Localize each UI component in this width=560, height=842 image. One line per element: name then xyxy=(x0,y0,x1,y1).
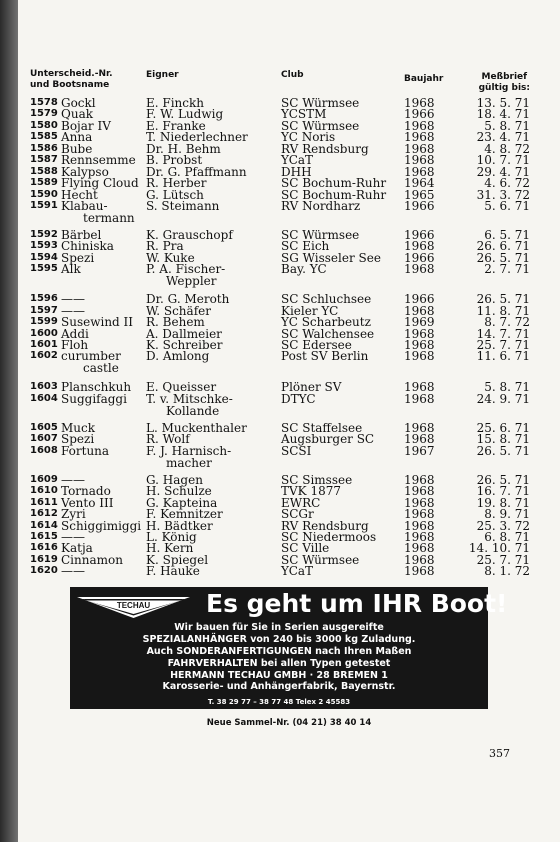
boat-name: Gockl xyxy=(61,96,96,110)
certificate-valid-until: 24. 9. 71 xyxy=(476,391,530,406)
club-name: Post SV Berlin xyxy=(281,349,369,364)
owner-name: R. Wolf xyxy=(146,432,190,447)
club-name: DHH xyxy=(281,164,312,179)
club-name: YC Scharbeutz xyxy=(281,315,371,330)
boat-number: 1619 xyxy=(30,553,58,565)
owner-name: E. Queisser xyxy=(146,380,217,395)
owner-name: B. Probst xyxy=(146,153,203,168)
build-year: 1966 xyxy=(404,227,435,242)
certificate-valid-until: 26. 5. 71 xyxy=(476,292,530,307)
owner-name: E. Franke xyxy=(146,118,206,133)
ad-line-2: SPEZIALANHÄNGER von 240 bis 3000 kg Zuladung. xyxy=(142,634,416,645)
boat-number: 1586 xyxy=(30,142,58,154)
owner-name: W. Schäfer xyxy=(146,303,211,318)
club-name: SC Staffelsee xyxy=(281,420,363,435)
club-name: SC Würmsee xyxy=(281,227,360,242)
document-page xyxy=(18,0,560,842)
owner-name-continued: Weppler xyxy=(166,274,217,289)
ad-line-3: Auch SONDERANFERTIGUNGEN nach Ihren Maßen xyxy=(146,646,412,657)
certificate-valid-until: 26. 5. 71 xyxy=(476,443,530,458)
club-name: RV Rendsburg xyxy=(281,141,369,156)
boat-name: Flying Cloud xyxy=(61,176,139,191)
build-year: 1967 xyxy=(404,443,435,458)
build-year: 1968 xyxy=(404,338,435,352)
build-year: 1968 xyxy=(404,130,435,145)
certificate-valid-until: 11. 6. 71 xyxy=(476,349,530,364)
certificate-valid-until: 5. 6. 71 xyxy=(484,198,530,213)
table-row xyxy=(18,292,560,307)
build-year: 1968 xyxy=(404,96,435,110)
owner-name: Dr. H. Behm xyxy=(146,141,221,156)
owner-name: H. Schulze xyxy=(146,484,212,499)
owner-name: T. Niederlechner xyxy=(146,130,248,145)
build-year: 1968 xyxy=(404,380,435,395)
boat-name: Hecht xyxy=(61,187,98,202)
boat-number: 1596 xyxy=(30,293,58,305)
ad-line-5: HERMANN TECHAU GMBH · 28 BREMEN 1 xyxy=(170,670,388,681)
build-year: 1968 xyxy=(404,326,435,341)
build-year: 1968 xyxy=(404,529,435,544)
footer-telephone: Neue Sammel-Nr. (04 21) 38 40 14 xyxy=(206,718,372,728)
boat-name: Bube xyxy=(61,141,93,156)
owner-name: F. Hauke xyxy=(146,564,200,579)
boat-name: Floh xyxy=(61,338,89,352)
boat-name: Schiggimiggi xyxy=(61,518,142,533)
owner-name: H. Bädtker xyxy=(146,518,213,533)
certificate-valid-until: 8. 9. 71 xyxy=(484,507,530,522)
boat-name: Katja xyxy=(61,541,93,556)
build-year: 1968 xyxy=(404,420,435,435)
header-eigner: Eigner xyxy=(146,70,179,80)
owner-name: R. Behem xyxy=(146,315,205,330)
boat-name: Quak xyxy=(61,107,93,122)
boat-number: 1605 xyxy=(30,421,58,433)
techau-logo xyxy=(76,594,191,619)
table-row xyxy=(18,263,560,288)
owner-name: G. Hagen xyxy=(146,472,203,487)
boat-number: 1587 xyxy=(30,154,58,166)
boat-name: Addi xyxy=(61,326,89,341)
certificate-valid-until: 4. 6. 72 xyxy=(484,176,530,191)
owner-name: A. Dallmeier xyxy=(146,326,222,341)
build-year: 1968 xyxy=(404,541,435,556)
boat-number: 1585 xyxy=(30,131,58,143)
boat-name: Spezi xyxy=(61,250,95,265)
club-name: SC Bochum-Ruhr xyxy=(281,187,387,202)
boat-name: Muck xyxy=(61,420,96,435)
build-year: 1968 xyxy=(404,141,435,156)
boat-name: Tornado xyxy=(61,484,111,499)
boat-number: 1609 xyxy=(30,473,58,485)
boat-register-table xyxy=(18,97,560,577)
owner-name: L. Muckenthaler xyxy=(146,420,247,435)
boat-number: 1580 xyxy=(30,119,58,131)
certificate-valid-until: 25. 3. 72 xyxy=(476,518,530,533)
certificate-valid-until: 25. 7. 71 xyxy=(476,552,530,567)
boat-name: curumber xyxy=(61,349,121,364)
certificate-valid-until: 6. 5. 71 xyxy=(484,227,530,242)
build-year: 1968 xyxy=(404,303,435,318)
boat-name: Bojar IV xyxy=(61,118,111,133)
build-year: 1968 xyxy=(404,472,435,487)
header-club: Club xyxy=(281,70,304,80)
boat-number: 1590 xyxy=(30,188,58,200)
certificate-valid-until: 5. 8. 71 xyxy=(484,118,530,133)
certificate-valid-until: 15. 8. 71 xyxy=(476,432,530,447)
ad-line-6: Karosserie- und Anhängerfabrik, Bayernstr. xyxy=(162,681,396,692)
boat-name: Bärbel xyxy=(61,227,102,242)
boat-name: —— xyxy=(61,303,85,318)
club-name: YCaT xyxy=(281,564,314,579)
build-year: 1966 xyxy=(404,250,435,265)
boat-name: Fortuna xyxy=(61,443,110,458)
certificate-valid-until: 8. 7. 72 xyxy=(484,315,530,330)
boat-name: Rennsemme xyxy=(61,153,136,168)
club-name: DTYC xyxy=(281,391,316,406)
owner-name: Dr. G. Meroth xyxy=(146,292,230,307)
boat-number: 1614 xyxy=(30,519,58,531)
build-year: 1968 xyxy=(404,495,435,510)
certificate-valid-until: 25. 7. 71 xyxy=(476,338,530,352)
boat-number: 1603 xyxy=(30,381,58,393)
owner-name: G. Lütsch xyxy=(146,187,204,202)
club-name: SC Simssee xyxy=(281,472,353,487)
owner-name: W. Kuke xyxy=(146,250,195,265)
club-name: Plöner SV xyxy=(281,380,342,395)
build-year: 1968 xyxy=(404,552,435,567)
table-row xyxy=(18,393,560,418)
club-name: YCSTM xyxy=(281,107,327,122)
certificate-valid-until: 4. 8. 72 xyxy=(484,141,530,156)
owner-name: P. A. Fischer- xyxy=(146,262,226,277)
ad-line-4: FAHRVERHALTEN bei allen Typen getestet xyxy=(167,658,391,669)
boat-name: Vento III xyxy=(61,495,114,510)
club-name: SC Bochum-Ruhr xyxy=(281,176,387,191)
table-row xyxy=(18,350,560,375)
boat-name: Kalypso xyxy=(61,164,109,179)
club-name: RV Rendsburg xyxy=(281,518,369,533)
owner-name: H. Kern xyxy=(146,541,194,556)
build-year: 1968 xyxy=(404,153,435,168)
boat-number: 1610 xyxy=(30,485,58,497)
build-year: 1965 xyxy=(404,187,435,202)
club-name: Bay. YC xyxy=(281,262,327,277)
boat-name: —— xyxy=(61,472,85,487)
build-year: 1968 xyxy=(404,564,435,579)
boat-number: 1578 xyxy=(30,97,58,108)
header-nr-line2: und Bootsname xyxy=(30,80,110,90)
build-year: 1964 xyxy=(404,176,435,191)
header-messbrief xyxy=(479,72,530,94)
ad-line-1: Wir bauen für Sie in Serien ausgereifte xyxy=(174,622,384,633)
build-year: 1968 xyxy=(404,118,435,133)
boat-number: 1591 xyxy=(30,199,58,211)
boat-name: Alk xyxy=(61,262,81,277)
certificate-valid-until: 26. 6. 71 xyxy=(476,239,530,254)
build-year: 1966 xyxy=(404,107,435,122)
club-name: EWRC xyxy=(281,495,321,510)
table-row xyxy=(18,484,560,499)
boat-name: Susewind II xyxy=(61,315,134,330)
boat-number: 1599 xyxy=(30,316,58,328)
club-name: SC Würmsee xyxy=(281,552,360,567)
ad-phone-line: T. 38 29 77 – 38 77 48 Telex 2 45583 xyxy=(70,697,488,709)
boat-number: 1612 xyxy=(30,508,58,520)
boat-number: 1595 xyxy=(30,263,58,275)
certificate-valid-until: 26. 5. 71 xyxy=(476,250,530,265)
owner-name: T. v. Mitschke- xyxy=(146,391,233,406)
owner-name: K. Schreiber xyxy=(146,338,223,352)
club-name: SC Eich xyxy=(281,239,330,254)
build-year: 1968 xyxy=(404,164,435,179)
boat-number: 1611 xyxy=(30,496,58,508)
build-year: 1968 xyxy=(404,507,435,522)
club-name: SC Niedermoos xyxy=(281,529,377,544)
build-year: 1968 xyxy=(404,349,435,364)
boat-number: 1602 xyxy=(30,350,58,362)
boat-number: 1594 xyxy=(30,251,58,263)
build-year: 1968 xyxy=(404,391,435,406)
certificate-valid-until: 2. 7. 71 xyxy=(484,262,530,277)
build-year: 1968 xyxy=(404,484,435,499)
owner-name: G. Kapteina xyxy=(146,495,218,510)
table-row xyxy=(18,176,560,191)
table-row xyxy=(18,507,560,522)
owner-name: F. J. Harnisch- xyxy=(146,443,232,458)
owner-name-continued: Kollande xyxy=(166,403,220,418)
certificate-valid-until: 16. 7. 71 xyxy=(476,484,530,499)
logo-text: TECHAU xyxy=(116,601,151,610)
boat-number: 1607 xyxy=(30,433,58,445)
club-name: YC Noris xyxy=(281,130,336,145)
owner-name: K. Spiegel xyxy=(146,552,209,567)
certificate-valid-until: 26. 5. 71 xyxy=(476,472,530,487)
header-messbrief-line1: Meßbrief xyxy=(481,72,528,82)
build-year: 1968 xyxy=(404,262,435,277)
certificate-valid-until: 5. 8. 71 xyxy=(484,380,530,395)
table-row xyxy=(18,315,560,330)
boat-name: Anna xyxy=(61,130,93,145)
boat-number: 1601 xyxy=(30,339,58,350)
club-name: SG Wisseler See xyxy=(281,250,381,265)
club-name: YCaT xyxy=(281,153,314,168)
club-name: SC Würmsee xyxy=(281,96,360,110)
boat-number: 1597 xyxy=(30,304,58,316)
club-name: SC Würmsee xyxy=(281,118,360,133)
owner-name: S. Steimann xyxy=(146,198,220,213)
certificate-valid-until: 10. 7. 71 xyxy=(476,153,530,168)
owner-name: E. Finckh xyxy=(146,96,205,110)
club-name: SC Schluchsee xyxy=(281,292,372,307)
boat-number: 1588 xyxy=(30,165,58,177)
certificate-valid-until: 25. 6. 71 xyxy=(476,420,530,435)
boat-number: 1608 xyxy=(30,444,58,456)
boat-number: 1615 xyxy=(30,530,58,542)
owner-name: D. Amlong xyxy=(146,349,210,364)
boat-name-continued: castle xyxy=(83,361,119,376)
boat-name: —— xyxy=(61,564,85,579)
club-name: SCSI xyxy=(281,443,312,458)
boat-name: Suggifaggi xyxy=(61,391,127,406)
owner-name: L. König xyxy=(146,529,197,544)
boat-number: 1579 xyxy=(30,108,58,120)
table-row xyxy=(18,445,560,470)
owner-name: F. Kemnitzer xyxy=(146,507,223,522)
club-name: TVK 1877 xyxy=(281,484,341,499)
boat-name: Klabau- xyxy=(61,198,108,213)
boat-number: 1593 xyxy=(30,240,58,252)
boat-name: Spezi xyxy=(61,432,95,447)
certificate-valid-until: 11. 8. 71 xyxy=(476,303,530,318)
boat-name: Chiniska xyxy=(61,239,114,254)
boat-name: Cinnamon xyxy=(61,552,123,567)
owner-name: R. Herber xyxy=(146,176,207,191)
club-name: Kieler YC xyxy=(281,303,339,318)
certificate-valid-until: 18. 4. 71 xyxy=(476,107,530,122)
certificate-valid-until: 6. 8. 71 xyxy=(484,529,530,544)
club-name: SC Walchensee xyxy=(281,326,375,341)
owner-name-continued: macher xyxy=(166,455,212,470)
owner-name: R. Pra xyxy=(146,239,184,254)
header-nr xyxy=(30,69,113,91)
boat-number: 1592 xyxy=(30,228,58,240)
owner-name: F. W. Ludwig xyxy=(146,107,224,122)
owner-name: K. Grauschopf xyxy=(146,227,233,242)
boat-number: 1616 xyxy=(30,542,58,554)
boat-name-continued: termann xyxy=(83,210,135,225)
header-messbrief-line2: gültig bis: xyxy=(478,83,530,93)
certificate-valid-until: 13. 5. 71 xyxy=(476,96,530,110)
header-baujahr: Baujahr xyxy=(404,74,444,84)
build-year: 1969 xyxy=(404,315,435,330)
owner-name: Dr. G. Pfaffmann xyxy=(146,164,247,179)
build-year: 1966 xyxy=(404,198,435,213)
boat-name: Zyri xyxy=(61,507,86,522)
build-year: 1968 xyxy=(404,518,435,533)
club-name: SC Ville xyxy=(281,541,330,556)
boat-name: Planschkuh xyxy=(61,380,132,395)
build-year: 1968 xyxy=(404,432,435,447)
boat-number: 1604 xyxy=(30,392,58,404)
club-name: SC Edersee xyxy=(281,338,352,352)
certificate-valid-until: 31. 3. 72 xyxy=(476,187,530,202)
certificate-valid-until: 29. 4. 71 xyxy=(476,164,530,179)
boat-number: 1620 xyxy=(30,565,58,577)
page-number: 357 xyxy=(489,747,510,760)
table-row xyxy=(18,200,560,225)
boat-number: 1589 xyxy=(30,177,58,189)
table-row xyxy=(18,153,560,168)
certificate-valid-until: 8. 1. 72 xyxy=(484,564,530,579)
club-name: SCGr xyxy=(281,507,314,522)
boat-name: —— xyxy=(61,529,85,544)
certificate-valid-until: 14. 7. 71 xyxy=(476,326,530,341)
build-year: 1968 xyxy=(404,239,435,254)
boat-number: 1600 xyxy=(30,327,58,339)
build-year: 1966 xyxy=(404,292,435,307)
certificate-valid-until: 23. 4. 71 xyxy=(476,130,530,145)
certificate-valid-until: 19. 8. 71 xyxy=(476,495,530,510)
club-name: RV Nordharz xyxy=(281,198,361,213)
certificate-valid-until: 14. 10. 71 xyxy=(468,541,530,556)
club-name: Augsburger SC xyxy=(281,432,375,447)
table-row xyxy=(18,564,560,579)
techau-advertisement xyxy=(70,587,508,697)
boat-name: —— xyxy=(61,292,85,307)
ad-headline: Es geht um IHR Boot! xyxy=(206,589,508,618)
header-nr-line1: Unterscheid.-Nr. xyxy=(30,69,113,79)
